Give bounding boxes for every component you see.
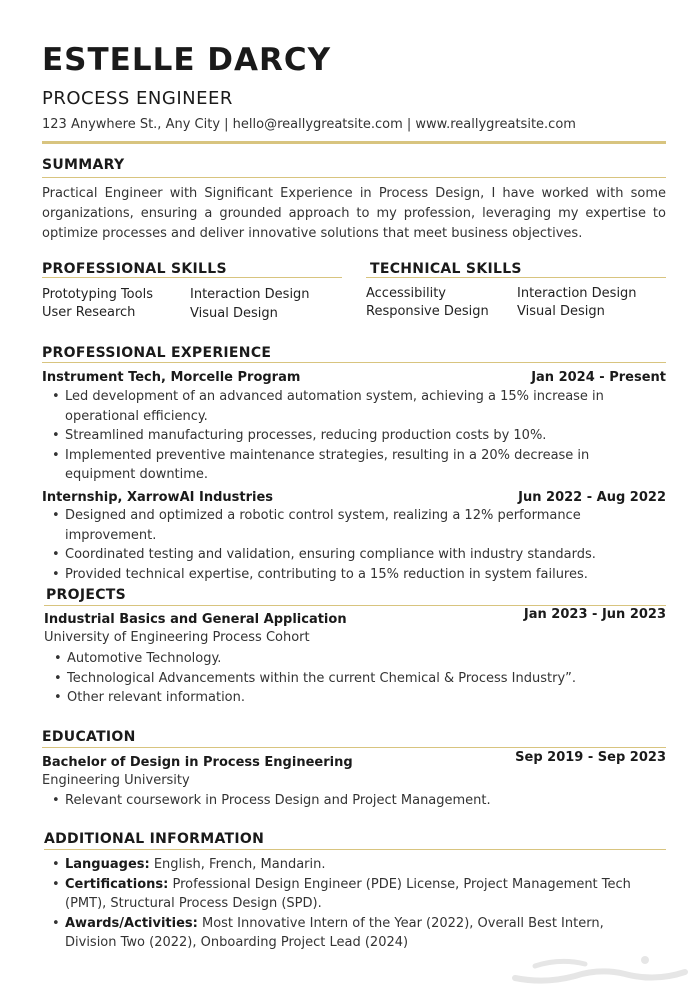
list-item: • Certifications: Professional Design Engineer (PDE) License, Project Management Tech (PMT), Structural Process Design (SPD). (52, 876, 631, 911)
contact-line: 123 Anywhere St., Any City | hello@reallygreatsite.com | www.reallygreatsite.com (42, 117, 576, 132)
additional-info-heading: ADDITIONAL INFORMATION (44, 831, 265, 847)
additional-info-list (52, 855, 642, 953)
job-title: Internship, XarrowAI Industries (42, 490, 274, 505)
bullet-icon: • (52, 793, 60, 808)
summary-text: Practical Engineer with Significant Experience in Process Design, I have worked with some organizations, ensuring a grounded approach to my profession, leveraging my expertise to optimize processes and deliver innovative solutions that meet business objectives. (42, 186, 666, 241)
skill-item: Accessibility (366, 286, 446, 301)
skill-item: Prototyping Tools (42, 287, 153, 302)
technical-skills-heading: TECHNICAL SKILLS (370, 261, 522, 277)
list-item: • Languages: English, French, Mandarin. (52, 855, 642, 875)
list-item: • Provided technical expertise, contributing to a 15% reduction in system failures. (52, 565, 666, 585)
bullet-icon: • (52, 547, 60, 562)
experience-heading: PROFESSIONAL EXPERIENCE (42, 345, 272, 361)
bullet-icon: • (52, 915, 60, 931)
list-item: • Streamlined manufacturing processes, reducing production costs by 10%. (52, 426, 642, 446)
skill-item: Interaction Design (517, 286, 637, 301)
bullet-icon: • (52, 508, 60, 523)
bullet-icon: • (54, 690, 62, 705)
school-name: Engineering University (42, 773, 190, 788)
technical-skills-divider (366, 277, 666, 278)
degree-title: Bachelor of Design in Process Engineering (42, 755, 353, 770)
project-bullets (54, 649, 654, 708)
education-divider (42, 747, 666, 748)
projects-divider (44, 605, 666, 606)
job-date: Jan 2024 - Present (531, 370, 666, 385)
projects-heading: PROJECTS (46, 587, 127, 603)
education-date: Sep 2019 - Sep 2023 (515, 750, 666, 765)
bullet-icon: • (52, 857, 60, 872)
list-item: • Technological Advancements within the current Chemical & Process Industry”. (54, 669, 654, 689)
bullet-icon: • (54, 670, 62, 686)
job-title-heading: PROCESS ENGINEER (42, 88, 233, 109)
list-item: • Automotive Technology. (54, 649, 654, 669)
bullet-icon: • (52, 428, 60, 443)
list-item: • Implemented preventive maintenance strategies, resulting in a 20% decrease in equipment downtime. (52, 447, 590, 482)
list-item: • Led development of an advanced automation system, achieving a 15% increase in operational efficiency. (52, 389, 604, 424)
project-organization: University of Engineering Process Cohort (44, 630, 310, 645)
skill-item: Visual Design (517, 304, 605, 319)
project-title: Industrial Basics and General Application (44, 612, 347, 627)
skill-item: Responsive Design (366, 304, 489, 319)
summary-heading: SUMMARY (42, 157, 125, 173)
additional-info-divider (44, 849, 666, 850)
skill-item: Interaction Design (190, 287, 310, 302)
list-item: • Relevant coursework in Process Design and Project Management. (52, 791, 652, 811)
list-item: • Coordinated testing and validation, ensuring compliance with industry standards. (52, 545, 666, 565)
bullet-icon: • (52, 389, 60, 404)
job-bullets (52, 387, 642, 485)
candidate-name: ESTELLE DARCY (42, 42, 332, 78)
header-divider (42, 141, 666, 144)
bullet-icon: • (54, 651, 62, 666)
project-date: Jan 2023 - Jun 2023 (523, 607, 666, 622)
watermark-logo (505, 948, 695, 988)
list-item: • Other relevant information. (54, 688, 654, 708)
bullet-icon: • (52, 566, 60, 582)
list-item: • Awards/Activities: Most Innovative Intern of the Year (2022), Overall Best Intern, Division Two (2022), Onboarding Project Lead (2024) (52, 915, 604, 950)
job-bullets (52, 506, 666, 584)
summary-divider (42, 177, 666, 178)
job-title: Instrument Tech, Morcelle Program (42, 370, 301, 385)
skill-item: User Research (42, 305, 136, 320)
education-heading: EDUCATION (42, 729, 136, 745)
experience-divider (42, 362, 666, 363)
skill-item: Visual Design (190, 306, 278, 321)
professional-skills-divider (42, 277, 342, 278)
bullet-icon: • (52, 876, 60, 892)
list-item: • Designed and optimized a robotic control system, realizing a 12% performance improvement. (52, 508, 581, 543)
professional-skills-heading: PROFESSIONAL SKILLS (42, 261, 227, 277)
education-bullets (52, 791, 652, 811)
job-date: Jun 2022 - Aug 2022 (518, 490, 666, 505)
bullet-icon: • (52, 447, 60, 463)
